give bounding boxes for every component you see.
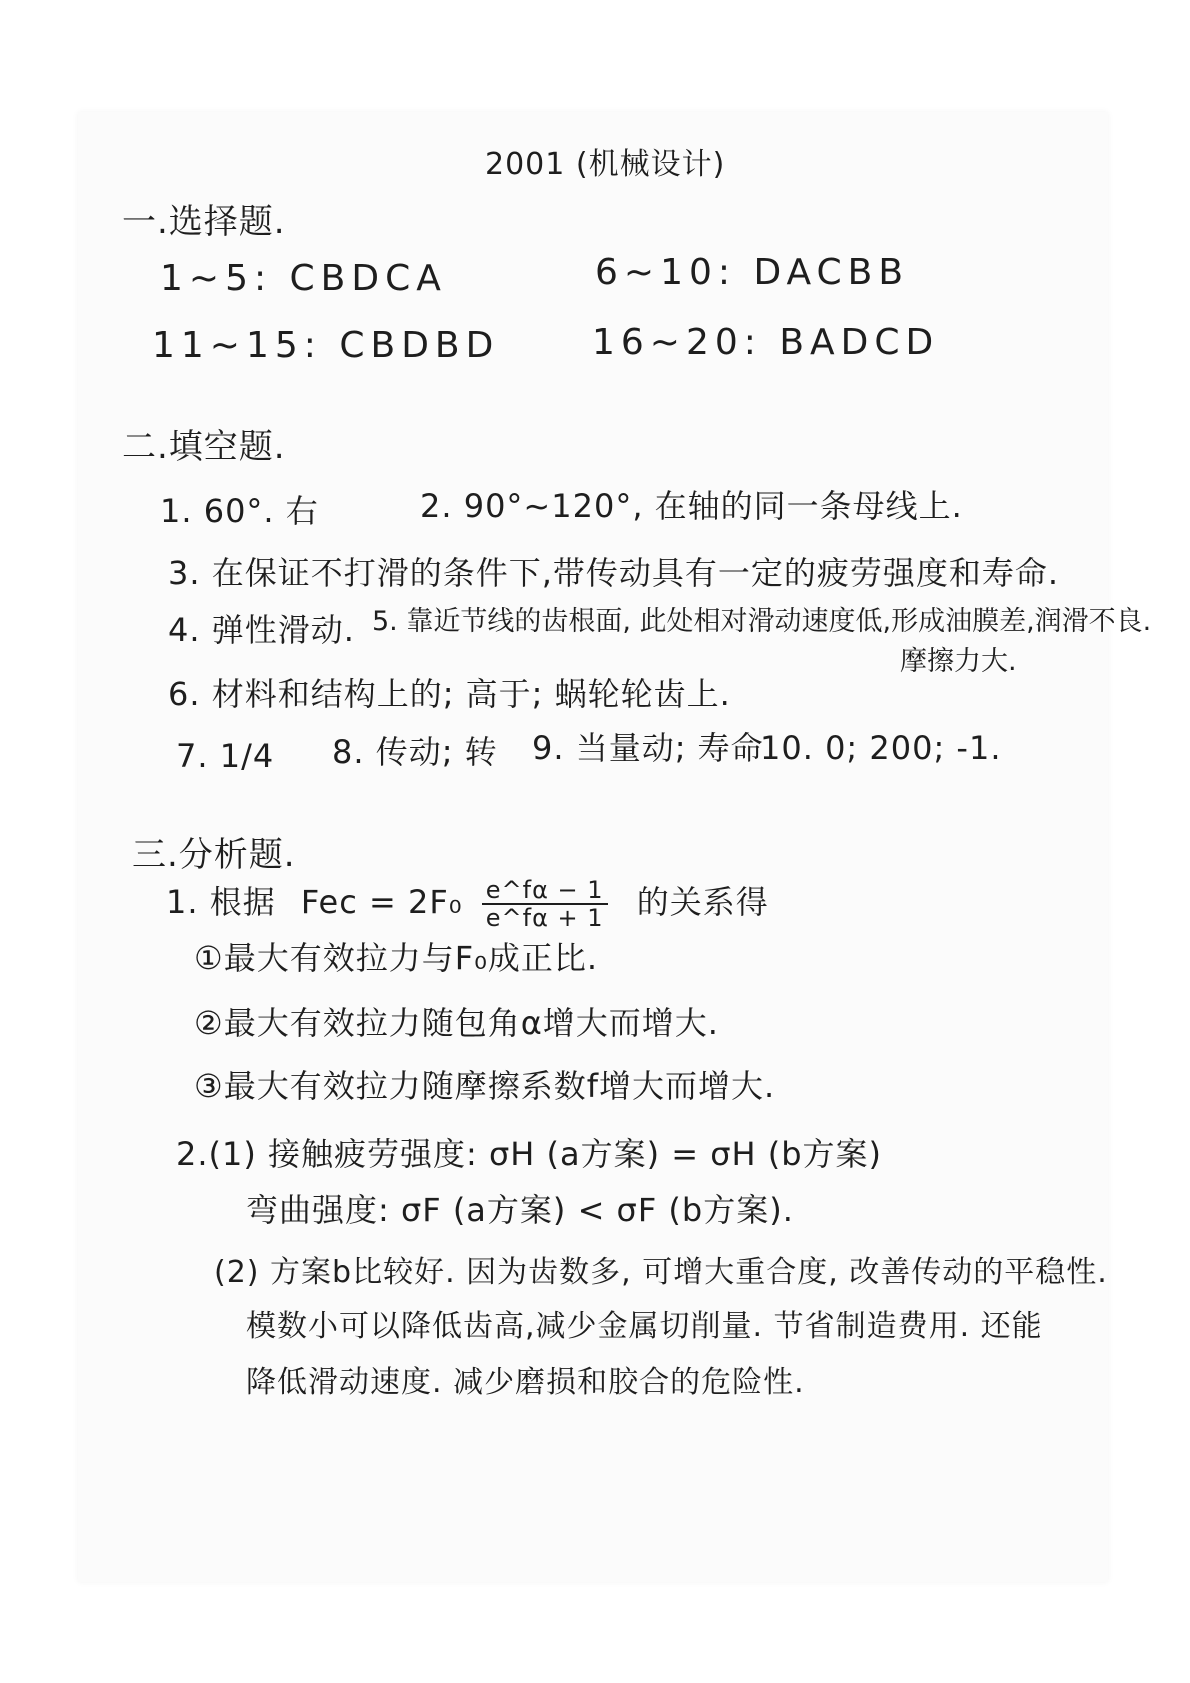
answer-row-1-5: 1~5: CBDCA bbox=[160, 258, 447, 299]
fill-item-2: 2. 90°~120°, 在轴的同一条母线上. bbox=[420, 487, 963, 525]
q2-part2-line1: (2) 方案b比较好. 因为齿数多, 可增大重合度, 改善传动的平稳性. bbox=[214, 1255, 1108, 1290]
q1-prefix: 1. 根据 bbox=[166, 883, 276, 921]
answer-row-16-20: 16~20: BADCD bbox=[592, 322, 940, 363]
fill-item-10: 10. 0; 200; -1. bbox=[760, 729, 1002, 767]
section-heading-choice: 一.选择题. bbox=[122, 202, 286, 242]
q1-point-3: ③最大有效拉力随摩擦系数f增大而增大. bbox=[194, 1067, 776, 1105]
fill-item-1: 1. 60°. 右 bbox=[160, 492, 319, 530]
fill-item-5: 5. 靠近节线的齿根面, 此处相对滑动速度低,形成油膜差,润滑不良. bbox=[372, 606, 1152, 637]
q1-formula-denominator: e^fα + 1 bbox=[485, 904, 604, 932]
q2-part1-line1: 2.(1) 接触疲劳强度: σH (a方案) = σH (b方案) bbox=[176, 1135, 883, 1173]
fill-item-4: 4. 弹性滑动. bbox=[168, 611, 355, 649]
q1-suffix: 的关系得 bbox=[636, 883, 769, 921]
q2-part2-line3: 降低滑动速度. 减少磨损和胶合的危险性. bbox=[246, 1365, 805, 1400]
fill-item-9: 9. 当量动; 寿命 bbox=[532, 729, 764, 767]
section-heading-fill: 二.填空题. bbox=[122, 427, 286, 467]
fill-item-6: 6. 材料和结构上的; 高于; 蜗轮轮齿上. bbox=[168, 675, 731, 713]
q1-formula-line bbox=[166, 865, 769, 939]
fill-item-3: 3. 在保证不打滑的条件下,带传动具有一定的疲劳强度和寿命. bbox=[168, 554, 1060, 592]
page-title: 2001 (机械设计) bbox=[485, 147, 726, 182]
q2-part1-line2: 弯曲强度: σF (a方案) < σF (b方案). bbox=[246, 1191, 794, 1229]
q1-formula-fraction bbox=[482, 877, 608, 932]
q1-point-1: ①最大有效拉力与F₀成正比. bbox=[194, 939, 599, 977]
answer-row-11-15: 11~15: CBDBD bbox=[152, 325, 500, 366]
section-heading-analysis: 三.分析题. bbox=[132, 835, 296, 875]
fill-item-7: 7. 1/4 bbox=[176, 737, 275, 775]
q1-formula-lhs: Fec = 2F₀ bbox=[300, 883, 463, 921]
fill-item-5-continued: 摩擦力大. bbox=[900, 646, 1017, 677]
q1-formula-numerator: e^fα − 1 bbox=[482, 877, 608, 905]
fill-item-8: 8. 传动; 转 bbox=[332, 733, 498, 771]
q2-part2-line2: 模数小可以降低齿高,减少金属切削量. 节省制造费用. 还能 bbox=[246, 1309, 1043, 1344]
answer-row-6-10: 6~10: DACBB bbox=[595, 252, 910, 293]
q1-point-2: ②最大有效拉力随包角α增大而增大. bbox=[194, 1004, 719, 1042]
